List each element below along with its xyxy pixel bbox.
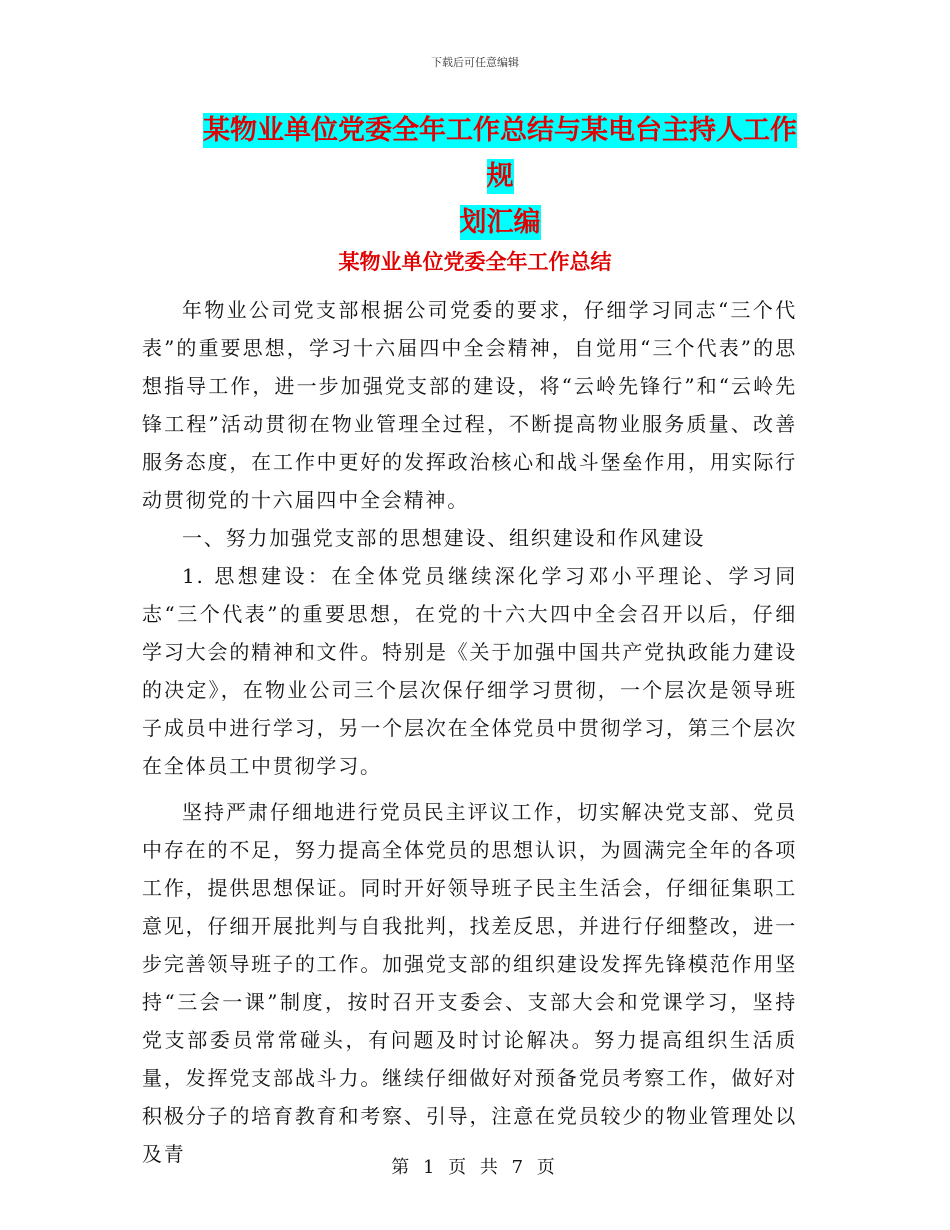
title-line-1: 某物业单位党委全年工作总结与某电台主持人工作规	[203, 115, 797, 192]
paragraph-ideology: 1. 思想建设：在全体党员继续深化学习邓小平理论、学习同志“三个代表”的重要思想，在党的十六大四中全会召开以后，仔细学习大会的精神和文件。特别是《关于加强中国共产党执政能力建设的决定》，在物业公司三个层次保仔细学习贯彻，一个层次是领导班子成员中进行学习，另一个层次在全体党员中贯彻学习，第三个层次在全体员工中贯彻学习。	[142, 564, 797, 778]
paragraph-discipline: 坚持严肃仔细地进行党员民主评议工作，切实解决党支部、党员中存在的不足，努力提高全体党员的思想认识，为圆满完全年的各项工作，提供思想保证。同时开好领导班子民主生活会，仔细征集职工意见，仔细开展批判与自我批判，找差反思，并进行仔细整改，进一步完善领导班子的工作。加强党支部的组织建设发挥先锋模范作用坚持“三会一课”制度，按时召开支委会、支部大会和党课学习，坚持党支部委员常常碰头，有问题及时讨论解决。努力提高组织生活质量，发挥党支部战斗力。继续仔细做好对预备党员考察工作，做好对积极分子的培育教育和考察、引导，注意在党员较少的物业管理处以及青	[142, 800, 797, 1166]
section-title: 某物业单位党委全年工作总结	[338, 250, 612, 274]
page-number: 第 1 页 共 7 页	[391, 1157, 559, 1178]
paragraph-intro: 年物业公司党支部根据公司党委的要求，仔细学习同志“三个代表”的重要思想，学习十六届四中全会精神，自觉用“三个代表”的思想指导工作，进一步加强党支部的建设，将“云岭先锋行”和“云岭先锋工程”活动贯彻在物业管理全过程，不断提高物业服务质量、改善服务态度，在工作中更好的发挥政治核心和战斗堡垒作用，用实际行动贯彻党的十六届四中全会精神。	[142, 298, 797, 512]
header-note: 下载后可任意编辑	[431, 56, 519, 69]
paragraph-heading-1: 一、努力加强党支部的思想建设、组织建设和作风建设	[182, 526, 706, 550]
title-line-2: 划汇编	[459, 207, 541, 238]
document-title	[190, 108, 810, 246]
document-body	[142, 291, 797, 1173]
